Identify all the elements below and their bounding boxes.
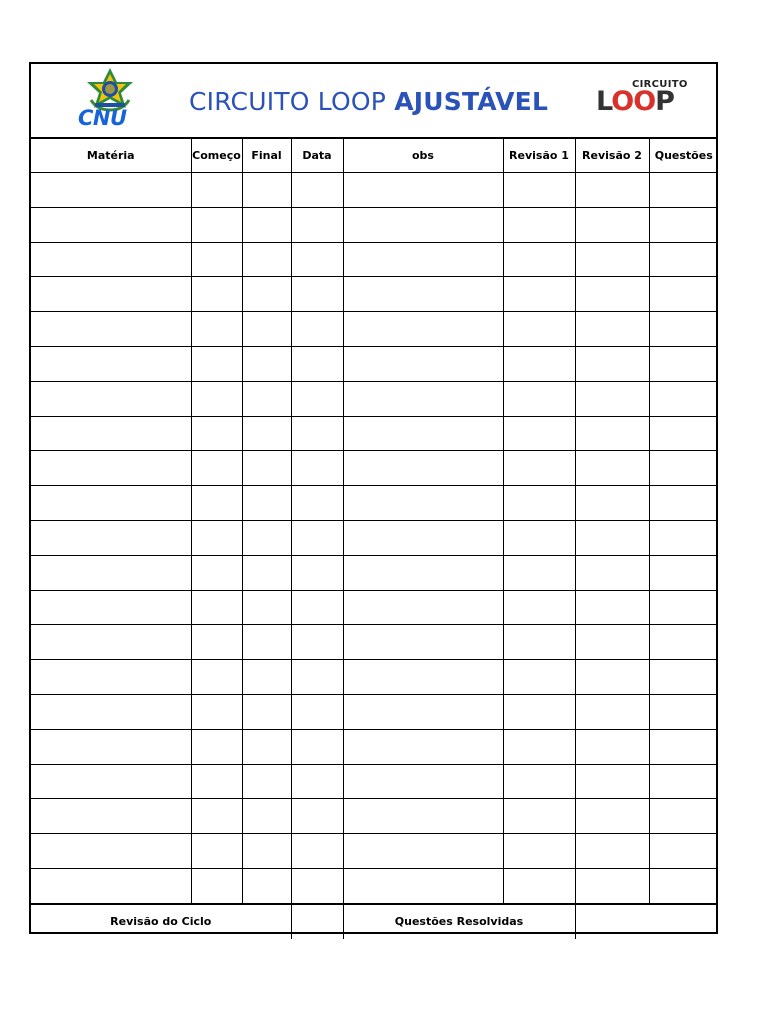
- column-header-obs: obs: [343, 138, 503, 173]
- table-cell[interactable]: [31, 590, 191, 625]
- table-cell[interactable]: [31, 242, 191, 277]
- table-cell[interactable]: [31, 381, 191, 416]
- table-cell[interactable]: [503, 799, 575, 834]
- table-cell[interactable]: [31, 555, 191, 590]
- table-cell[interactable]: [575, 346, 649, 381]
- study-table: [31, 138, 718, 939]
- table-cell[interactable]: [503, 590, 575, 625]
- table-row: [31, 625, 718, 660]
- questoes-resolvidas-cell[interactable]: [575, 904, 718, 939]
- table-cell[interactable]: [31, 660, 191, 695]
- table-cell[interactable]: [575, 242, 649, 277]
- table-cell[interactable]: [649, 590, 718, 625]
- table-cell[interactable]: [575, 486, 649, 521]
- table-cell[interactable]: [191, 834, 242, 869]
- table-cell[interactable]: [503, 207, 575, 242]
- table-cell[interactable]: [343, 868, 503, 903]
- table-cell[interactable]: [575, 799, 649, 834]
- table-cell[interactable]: [31, 486, 191, 521]
- table-cell[interactable]: [191, 625, 242, 660]
- table-cell[interactable]: [291, 381, 343, 416]
- table-cell[interactable]: [649, 416, 718, 451]
- table-row: [31, 729, 718, 764]
- table-cell[interactable]: [503, 486, 575, 521]
- table-cell[interactable]: [649, 729, 718, 764]
- table-cell[interactable]: [31, 520, 191, 555]
- table-cell[interactable]: [343, 381, 503, 416]
- table-cell[interactable]: [291, 868, 343, 903]
- table-cell[interactable]: [575, 868, 649, 903]
- table-cell[interactable]: [191, 660, 242, 695]
- title-regular: CIRCUITO LOOP: [189, 87, 395, 116]
- table-cell[interactable]: [343, 277, 503, 312]
- table-cell[interactable]: [191, 520, 242, 555]
- table-cell[interactable]: [343, 451, 503, 486]
- table-cell[interactable]: [31, 764, 191, 799]
- table-cell[interactable]: [242, 486, 291, 521]
- table-cell[interactable]: [649, 520, 718, 555]
- table-cell[interactable]: [575, 729, 649, 764]
- table-cell[interactable]: [191, 242, 242, 277]
- table-cell[interactable]: [31, 799, 191, 834]
- table-row: [31, 486, 718, 521]
- table-cell[interactable]: [191, 312, 242, 347]
- table-cell[interactable]: [31, 277, 191, 312]
- table-cell[interactable]: [31, 346, 191, 381]
- table-cell[interactable]: [31, 868, 191, 903]
- table-row: [31, 277, 718, 312]
- table-cell[interactable]: [191, 764, 242, 799]
- table-cell[interactable]: [191, 555, 242, 590]
- table-cell[interactable]: [343, 799, 503, 834]
- table-cell[interactable]: [242, 312, 291, 347]
- table-cell[interactable]: [575, 520, 649, 555]
- table-cell[interactable]: [343, 173, 503, 208]
- table-cell[interactable]: [649, 868, 718, 903]
- table-cell[interactable]: [343, 312, 503, 347]
- table-cell[interactable]: [503, 555, 575, 590]
- table-row: [31, 520, 718, 555]
- table-cell[interactable]: [649, 486, 718, 521]
- table-cell[interactable]: [191, 694, 242, 729]
- revisao-do-ciclo-label: Revisão do Ciclo: [31, 904, 291, 939]
- table-cell[interactable]: [575, 764, 649, 799]
- title-bold: AJUSTÁVEL: [394, 87, 549, 116]
- table-cell[interactable]: [503, 277, 575, 312]
- sheet-header: [31, 64, 716, 139]
- column-header-comeco: Começo: [191, 138, 242, 173]
- table-row: [31, 764, 718, 799]
- table-cell[interactable]: [503, 381, 575, 416]
- table-cell[interactable]: [503, 764, 575, 799]
- table-cell[interactable]: [575, 312, 649, 347]
- table-cell[interactable]: [291, 764, 343, 799]
- table-cell[interactable]: [503, 868, 575, 903]
- table-row: [31, 381, 718, 416]
- table-cell[interactable]: [31, 729, 191, 764]
- loop-logo: [596, 86, 674, 117]
- table-row: [31, 416, 718, 451]
- table-cell[interactable]: [191, 451, 242, 486]
- table-cell[interactable]: [649, 312, 718, 347]
- table-cell[interactable]: [343, 660, 503, 695]
- table-cell[interactable]: [343, 625, 503, 660]
- table-cell[interactable]: [503, 625, 575, 660]
- revisao-do-ciclo-cell[interactable]: [291, 904, 343, 939]
- table-footer-row: [31, 904, 718, 939]
- table-row: [31, 346, 718, 381]
- column-header-revisao-2: Revisão 2: [575, 138, 649, 173]
- table-row: [31, 590, 718, 625]
- table-row: [31, 694, 718, 729]
- table-header-row: [31, 138, 718, 173]
- table-cell[interactable]: [291, 486, 343, 521]
- table-cell[interactable]: [649, 799, 718, 834]
- table-cell[interactable]: [503, 173, 575, 208]
- page-title: [189, 87, 548, 116]
- table-cell[interactable]: [31, 312, 191, 347]
- table-cell[interactable]: [31, 834, 191, 869]
- table-cell[interactable]: [575, 555, 649, 590]
- table-cell[interactable]: [575, 207, 649, 242]
- table-cell[interactable]: [503, 416, 575, 451]
- table-cell[interactable]: [575, 834, 649, 869]
- column-header-data: Data: [291, 138, 343, 173]
- table-cell[interactable]: [503, 729, 575, 764]
- table-cell[interactable]: [503, 694, 575, 729]
- table-cell[interactable]: [291, 590, 343, 625]
- table-cell[interactable]: [649, 207, 718, 242]
- table-cell[interactable]: [649, 625, 718, 660]
- table-cell[interactable]: [291, 416, 343, 451]
- table-cell[interactable]: [343, 834, 503, 869]
- table-cell[interactable]: [649, 173, 718, 208]
- table-cell[interactable]: [242, 451, 291, 486]
- table-row: [31, 868, 718, 903]
- table-cell[interactable]: [31, 173, 191, 208]
- table-cell[interactable]: [191, 729, 242, 764]
- table-cell[interactable]: [291, 799, 343, 834]
- table-cell[interactable]: [343, 729, 503, 764]
- table-row: [31, 312, 718, 347]
- table-cell[interactable]: [242, 799, 291, 834]
- table-cell[interactable]: [343, 764, 503, 799]
- table-cell[interactable]: [343, 207, 503, 242]
- questoes-resolvidas-label: Questões Resolvidas: [343, 904, 575, 939]
- table-cell[interactable]: [242, 242, 291, 277]
- table-cell[interactable]: [649, 694, 718, 729]
- table-body: [31, 173, 718, 904]
- table-cell[interactable]: [291, 207, 343, 242]
- table-cell[interactable]: [242, 868, 291, 903]
- table-cell[interactable]: [649, 242, 718, 277]
- loop-logo-oo: OO: [611, 86, 656, 117]
- table-cell[interactable]: [31, 416, 191, 451]
- table-cell[interactable]: [343, 242, 503, 277]
- table-cell[interactable]: [343, 520, 503, 555]
- table-cell[interactable]: [291, 346, 343, 381]
- table-cell[interactable]: [575, 416, 649, 451]
- table-cell[interactable]: [575, 173, 649, 208]
- table-cell[interactable]: [503, 346, 575, 381]
- column-header-final: Final: [242, 138, 291, 173]
- table-row: [31, 799, 718, 834]
- table-cell[interactable]: [31, 625, 191, 660]
- table-cell[interactable]: [503, 451, 575, 486]
- loop-logo-p: P: [655, 86, 674, 117]
- table-cell[interactable]: [291, 173, 343, 208]
- table-cell[interactable]: [242, 694, 291, 729]
- table-cell[interactable]: [343, 590, 503, 625]
- table-cell[interactable]: [291, 520, 343, 555]
- table-cell[interactable]: [649, 277, 718, 312]
- table-cell[interactable]: [649, 381, 718, 416]
- table-cell[interactable]: [242, 173, 291, 208]
- column-header-questoes: Questões: [649, 138, 718, 173]
- table-cell[interactable]: [503, 312, 575, 347]
- table-cell[interactable]: [242, 381, 291, 416]
- table-cell[interactable]: [242, 764, 291, 799]
- table-cell[interactable]: [575, 625, 649, 660]
- table-cell[interactable]: [191, 799, 242, 834]
- table-cell[interactable]: [191, 207, 242, 242]
- table-row: [31, 834, 718, 869]
- table-cell[interactable]: [291, 242, 343, 277]
- table-cell[interactable]: [31, 694, 191, 729]
- table-row: [31, 451, 718, 486]
- table-cell[interactable]: [575, 590, 649, 625]
- table-cell[interactable]: [291, 312, 343, 347]
- table-cell[interactable]: [343, 486, 503, 521]
- table-cell[interactable]: [343, 416, 503, 451]
- loop-logo-small-text: CIRCUITO: [632, 79, 688, 90]
- table-cell[interactable]: [242, 555, 291, 590]
- table-cell[interactable]: [291, 729, 343, 764]
- table-cell[interactable]: [291, 555, 343, 590]
- table-row: [31, 555, 718, 590]
- table-cell[interactable]: [649, 555, 718, 590]
- column-header-revisao-1: Revisão 1: [503, 138, 575, 173]
- table-cell[interactable]: [242, 520, 291, 555]
- table-cell[interactable]: [242, 346, 291, 381]
- table-cell[interactable]: [503, 834, 575, 869]
- table-cell[interactable]: [575, 660, 649, 695]
- table-cell[interactable]: [242, 277, 291, 312]
- table-cell[interactable]: [343, 555, 503, 590]
- table-cell[interactable]: [242, 590, 291, 625]
- table-cell[interactable]: [31, 207, 191, 242]
- table-cell[interactable]: [503, 242, 575, 277]
- table-cell[interactable]: [503, 660, 575, 695]
- table-cell[interactable]: [343, 346, 503, 381]
- table-cell[interactable]: [649, 660, 718, 695]
- table-cell[interactable]: [191, 381, 242, 416]
- table-row: [31, 242, 718, 277]
- table-cell[interactable]: [242, 834, 291, 869]
- table-cell[interactable]: [503, 520, 575, 555]
- table-cell[interactable]: [291, 451, 343, 486]
- table-cell[interactable]: [291, 660, 343, 695]
- table-cell[interactable]: [575, 694, 649, 729]
- cnu-logo-text: CNU: [78, 106, 127, 130]
- table-row: [31, 207, 718, 242]
- table-cell[interactable]: [242, 625, 291, 660]
- table-cell[interactable]: [649, 451, 718, 486]
- table-cell[interactable]: [242, 207, 291, 242]
- table-row: [31, 660, 718, 695]
- table-cell[interactable]: [343, 694, 503, 729]
- table-cell[interactable]: [649, 834, 718, 869]
- table-cell[interactable]: [649, 346, 718, 381]
- table-cell[interactable]: [191, 590, 242, 625]
- table-cell[interactable]: [575, 451, 649, 486]
- table-cell[interactable]: [242, 729, 291, 764]
- table-cell[interactable]: [649, 764, 718, 799]
- table-cell[interactable]: [191, 486, 242, 521]
- table-cell[interactable]: [291, 277, 343, 312]
- table-cell[interactable]: [575, 381, 649, 416]
- table-cell[interactable]: [575, 277, 649, 312]
- table-cell[interactable]: [191, 416, 242, 451]
- table-cell[interactable]: [191, 277, 242, 312]
- table-cell[interactable]: [191, 346, 242, 381]
- table-cell[interactable]: [191, 173, 242, 208]
- table-cell[interactable]: [291, 694, 343, 729]
- study-sheet: [29, 62, 718, 934]
- table-cell[interactable]: [242, 660, 291, 695]
- table-row: [31, 173, 718, 208]
- column-header-materia: Matéria: [31, 138, 191, 173]
- table-cell[interactable]: [191, 868, 242, 903]
- table-cell[interactable]: [291, 834, 343, 869]
- table-cell[interactable]: [291, 625, 343, 660]
- loop-logo-l: L: [596, 86, 612, 117]
- table-cell[interactable]: [242, 416, 291, 451]
- table-cell[interactable]: [31, 451, 191, 486]
